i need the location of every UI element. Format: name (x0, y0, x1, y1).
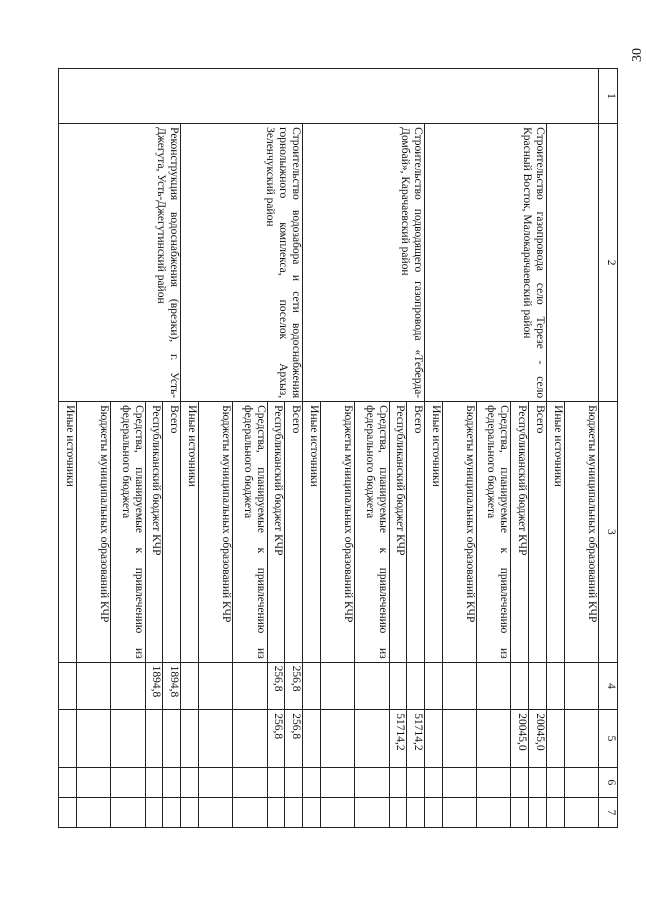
table-cell (511, 797, 529, 827)
value-cell: 256,8 (267, 662, 285, 710)
table-cell (407, 797, 425, 827)
source-label: Республиканский бюджет КЧР (145, 402, 163, 663)
table-cell (285, 797, 303, 827)
table-cell (424, 710, 442, 768)
value-cell: 20045,0 (511, 710, 529, 768)
source-label: Бюджеты муниципальных образований КЧР (564, 402, 598, 663)
table-cell (76, 797, 110, 827)
table-cell (267, 797, 285, 827)
table-cell (303, 662, 321, 710)
value-cell: 256,8 (267, 710, 285, 768)
table-cell (76, 662, 110, 710)
value-cell: 256,8 (285, 710, 303, 768)
rotated-table-area (58, 68, 618, 828)
table-cell (424, 662, 442, 710)
column-header: 1 (599, 69, 618, 124)
table-cell (303, 797, 321, 827)
column-header: 6 (599, 767, 618, 797)
table-cell (442, 662, 476, 710)
table-cell (267, 767, 285, 797)
value-cell (529, 662, 547, 710)
table-cell (233, 710, 267, 768)
table-cell (355, 662, 389, 710)
table-cell (389, 797, 407, 827)
table-cell (198, 662, 232, 710)
column-header: 5 (599, 710, 618, 768)
table-cell (233, 797, 267, 827)
source-label: Бюджеты муниципальных образований КЧР (442, 402, 476, 663)
source-label: Иные источники (59, 402, 77, 663)
header-row (599, 69, 618, 828)
table-cell (355, 767, 389, 797)
table-cell (320, 662, 354, 710)
table-cell (389, 767, 407, 797)
column-header: 4 (599, 662, 618, 710)
value-cell (163, 710, 181, 768)
table-cell (424, 797, 442, 827)
table-cell (546, 767, 564, 797)
table-cell (59, 710, 77, 768)
source-label: Бюджеты муниципальных образований КЧР (76, 402, 110, 663)
table-cell (477, 767, 511, 797)
table-cell (564, 662, 598, 710)
value-cell: 51714,2 (407, 710, 425, 768)
table-cell (546, 797, 564, 827)
table-cell (59, 797, 77, 827)
source-label: Всего (163, 402, 181, 663)
table-cell (442, 710, 476, 768)
table-cell (303, 710, 321, 768)
table-cell (320, 797, 354, 827)
table-cell (320, 710, 354, 768)
source-label: Средства, планируемые к привлечению из федерального бюджета (477, 402, 511, 663)
table-cell (233, 767, 267, 797)
source-label: Средства, планируемые к привлечению из федерального бюджета (111, 402, 145, 663)
table-cell (477, 662, 511, 710)
source-label: Всего (285, 402, 303, 663)
source-label: Иные источники (181, 402, 199, 663)
table-cell (111, 662, 145, 710)
value-cell (389, 662, 407, 710)
table-cell (564, 767, 598, 797)
table-cell (564, 797, 598, 827)
value-cell (407, 662, 425, 710)
source-label: Всего (529, 402, 547, 663)
source-label: Иные источники (546, 402, 564, 663)
source-label: Средства, планируемые к привлечению из федерального бюджета (233, 402, 267, 663)
table-cell (145, 797, 163, 827)
table-cell (59, 767, 77, 797)
table-cell (76, 767, 110, 797)
table-row (163, 69, 181, 828)
column-header: 7 (599, 797, 618, 827)
source-label: Средства, планируемые к привлечению из федерального бюджета (355, 402, 389, 663)
table-cell (181, 662, 199, 710)
table-cell (198, 710, 232, 768)
source-label: Иные источники (424, 402, 442, 663)
project-title: Реконструкция водоснабжения (врезки), г. Усть-Джегута, Усть-Джегутинский район (59, 124, 181, 402)
column-header: 3 (599, 402, 618, 663)
source-label: Бюджеты муниципальных образований КЧР (198, 402, 232, 663)
table-cell (198, 797, 232, 827)
table-cell (477, 710, 511, 768)
value-cell: 1894,8 (163, 662, 181, 710)
table-cell (546, 124, 598, 402)
value-cell: 51714,2 (389, 710, 407, 768)
value-cell (145, 710, 163, 768)
table-cell (442, 767, 476, 797)
table-cell (111, 767, 145, 797)
table-cell (111, 797, 145, 827)
table-row (529, 69, 547, 828)
table-cell (198, 767, 232, 797)
table-cell (181, 767, 199, 797)
table-cell (424, 767, 442, 797)
source-label: Республиканский бюджет КЧР (511, 402, 529, 663)
value-cell: 256,8 (285, 662, 303, 710)
table-cell (355, 797, 389, 827)
source-label: Республиканский бюджет КЧР (267, 402, 285, 663)
table-cell (320, 767, 354, 797)
project-title: Строительство подводящего газопровода «Теберда-Домбай», Карачаевский район (303, 124, 425, 402)
table-cell (477, 797, 511, 827)
table-cell (355, 710, 389, 768)
table-cell (511, 767, 529, 797)
table-cell (546, 710, 564, 768)
table-cell (529, 797, 547, 827)
table-cell (181, 797, 199, 827)
table-cell (407, 767, 425, 797)
value-cell (511, 662, 529, 710)
table-cell (181, 710, 199, 768)
table-cell (111, 710, 145, 768)
source-label: Иные источники (303, 402, 321, 663)
project-title: Строительство газопровода село Терезе - село Красный Восток, Малокарачаевский район (424, 124, 546, 402)
table-cell (546, 662, 564, 710)
table-cell (163, 797, 181, 827)
table-cell (76, 710, 110, 768)
table-row (407, 69, 425, 828)
project-title: Строительство водозабора и сети водоснабжения горнолыжного комплекса, поселок Архыз, Зеленчукский район (181, 124, 303, 402)
table-cell (145, 767, 163, 797)
table-cell (163, 767, 181, 797)
table-cell (59, 69, 599, 124)
table-cell (529, 767, 547, 797)
source-label: Бюджеты муниципальных образований КЧР (320, 402, 354, 663)
source-label: Республиканский бюджет КЧР (389, 402, 407, 663)
column-header: 2 (599, 124, 618, 402)
funding-table (58, 68, 618, 828)
value-cell: 20045,0 (529, 710, 547, 768)
table-cell (442, 797, 476, 827)
value-cell: 1894,8 (145, 662, 163, 710)
table-row (285, 69, 303, 828)
table-cell (285, 767, 303, 797)
source-label: Всего (407, 402, 425, 663)
page-number: 30 (630, 48, 645, 62)
table-cell (59, 662, 77, 710)
table-cell (233, 662, 267, 710)
table-row (564, 69, 598, 828)
table-cell (564, 710, 598, 768)
table-cell (303, 767, 321, 797)
